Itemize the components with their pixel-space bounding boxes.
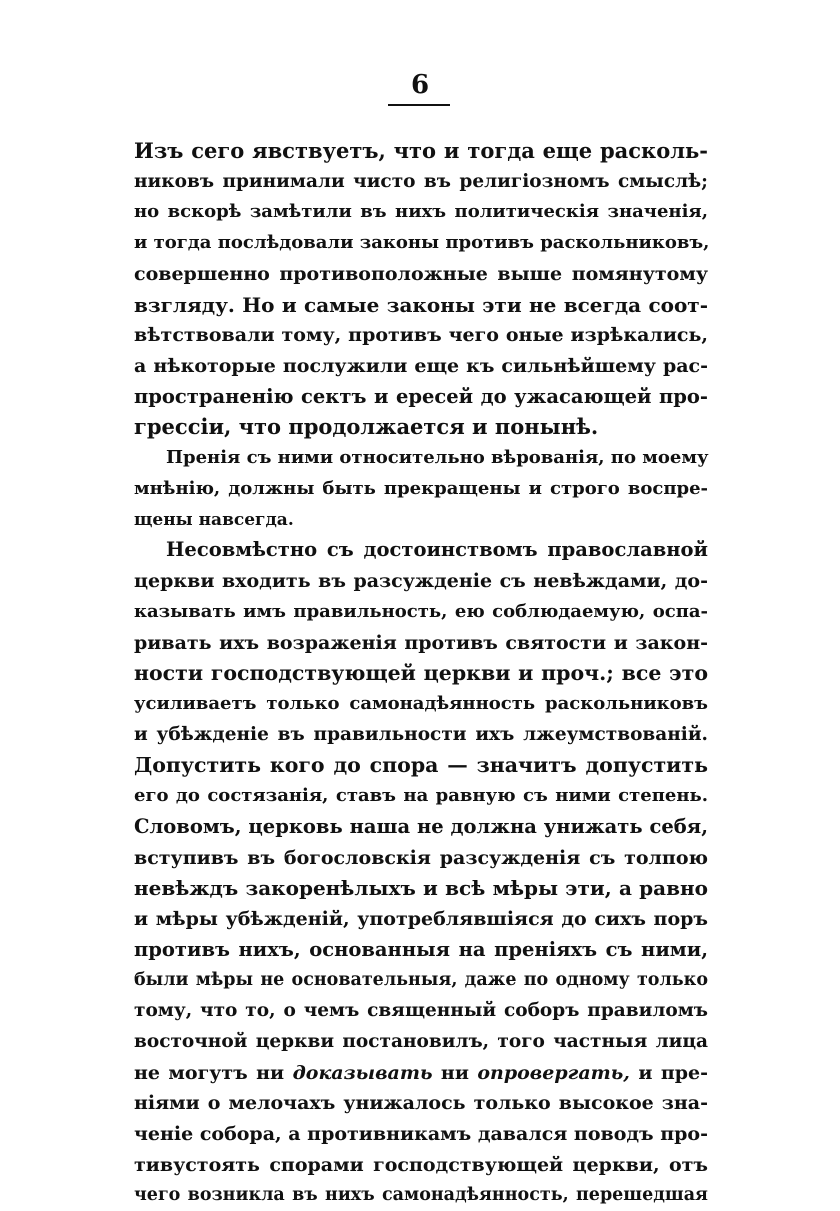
emphasized-word: опровергать, [477,1061,630,1084]
text-line: а нѣкоторые послужили еще къ сильнѣйшему рас- [134,355,708,378]
text-line: ченіе собора, а противникамъ давался поводъ про- [134,1123,708,1145]
text-line: Изъ сего явствуетъ, что и тогда еще расколь- [134,138,708,163]
text-line: церкви входить въ разсужденіе съ невѣждами, до- [134,570,708,593]
text-line: и убѣжденіе въ правильности ихъ лжеумствованій. [134,723,708,745]
text-line: никовъ принимали чисто въ религіозномъ смыслѣ; [134,170,708,192]
text-line: и мѣры убѣжденій, употреблявшіяся до сихъ поръ [134,907,708,930]
text-line: вступивъ въ богословскія разсужденія съ толпою [134,846,708,869]
text-line: чего возникла въ нихъ самонадѣянность, перешедшая [134,1185,708,1206]
text-line: но вскорѣ замѣтили въ нихъ политическія значенія, [134,201,708,223]
page-number: 6 [410,70,430,100]
text-line: были мѣры не основательныя, даже по одному только [134,970,708,991]
text-line: и тогда послѣдовали законы противъ раскольниковъ, [134,232,710,254]
page-number-rule [388,104,450,106]
text-line: пространенію сектъ и ересей до ужасающей про- [134,384,708,408]
text-fragment: и пре- [629,1061,708,1084]
text-line: ности господствующей церкви и проч.; все это [134,661,708,686]
text-line: грессіи, что продолжается и понынѣ. [134,414,599,440]
text-line: казывать имъ правильность, ею соблюдаемую, оспа- [134,600,708,622]
body-text [134,136,708,1211]
text-fragment: ни [432,1061,478,1084]
text-line: Допустить кого до спора — значитъ допустить [134,753,708,778]
text-line: Пренія съ ними относительно вѣрованія, по моему [166,447,709,469]
text-line: усиливаетъ только самонадѣянность раскольниковъ [134,692,708,714]
text-line: тивустоять спорами господствующей церкви, отъ [134,1153,708,1176]
text-line: Словомъ, церковь наша не должна унижать себя, [134,814,708,838]
text-line: ніями о мелочахъ унижалось только высокое зна- [134,1092,708,1115]
text-line: невѣждъ закоренѣлыхъ и всѣ мѣры эти, а равно [134,876,708,901]
text-line: его до состязанія, ставъ на равную съ ними степень. [134,785,708,807]
text-line: ривать ихъ возраженія противъ святости и закон- [134,631,708,654]
text-line-with-emphasis [134,1058,708,1089]
text-line: восточной церкви постановилъ, того частныя лица [134,1030,708,1052]
text-line: взгляду. Но и самые законы эти не всегда соот- [134,292,708,317]
emphasized-word: доказывать [292,1061,433,1084]
text-line: совершенно противоположные выше помянутому [134,262,708,285]
text-line: щены навсегда. [134,509,294,530]
text-line: противъ нихъ, основанныя на преніяхъ съ ними, [134,937,708,961]
text-line: Несовмѣстно съ достоинствомъ православной [166,538,708,562]
text-line: тому, что то, о чемъ священный соборъ правиломъ [134,1000,708,1022]
text-line: мнѣнію, должны быть прекращены и строго воспре- [134,477,708,499]
text-line: вѣтствовали тому, противъ чего оные изрѣкались, [134,324,708,347]
text-fragment: не могутъ ни [134,1061,293,1084]
